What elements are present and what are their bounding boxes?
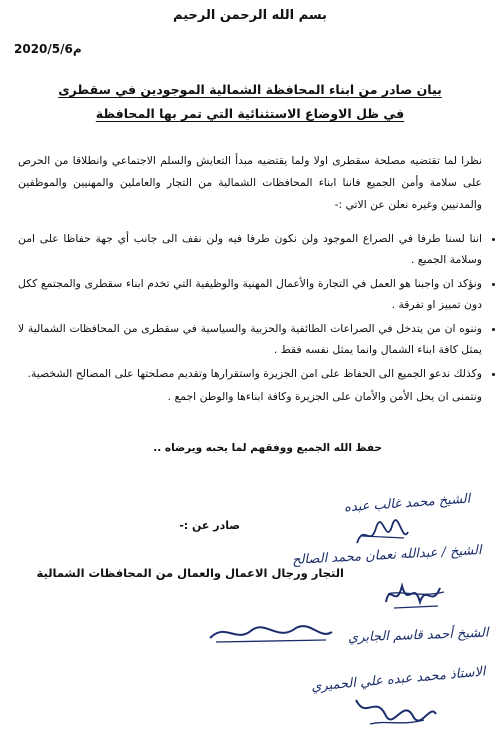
signature-scribble-3 [206, 618, 336, 648]
statement-point: • اننا لسنا طرفا في الصراع الموجود ولن نكون طرفا فيه ولن نقف الى جانب أي جهة حفاظا على امن وسلامة الجميع . [18, 228, 482, 270]
signature-scribble-2 [380, 572, 450, 616]
signature-name-4: الاستاذ محمد عبده علي الحميري [310, 664, 487, 695]
document-date: 2020/5/6م [14, 42, 82, 56]
signature-scribble-1 [352, 518, 412, 552]
statement-point: • وكذلك ندعو الجميع الى الحفاظ على امن الجزيرة واستقرارها وتقديم مصلحتها على المصالح الشخصية. [18, 363, 482, 384]
signature-scribble-4 [350, 690, 440, 730]
signature-name-3: الشيخ أحمد قاسم الجابري [347, 625, 489, 646]
signature-name-2: الشيخ / عبدالله نعمان محمد الصالح [292, 543, 483, 568]
statement-points-list [18, 228, 498, 387]
statement-title-line-2: في ظل الاوضاع الاستثنائية التي تمر بها المحافظة [95, 106, 405, 121]
closing-prayer: حفظ الله الجميع ووفقهم لما يحبه ويرضاه .. [153, 442, 382, 454]
intro-paragraph: نظرا لما تقتضيه مصلحة سقطرى اولا ولما يقتضيه مبدأ التعايش والسلم الاجتماعي وانطلاقا من الحرص على سلامة وأمن الجميع فاننا ابناء المحافظات الشمالية من التجار والعاملين والمهنيين والموظفين والمدنيين وغيره نعلن عن الاتي :- [18, 154, 482, 211]
issuer-name: التجار ورجال الاعمال والعمال من المحافظات الشمالية [36, 566, 344, 580]
signature-name-1: الشيخ محمد غالب عبده [343, 491, 471, 516]
statement-point: • ونؤكد ان واجبنا هو العمل في التجارة والأعمال المهنية والوظيفية التي تخدم ابناء سقطرى والمجتمع ككل دون تمييز او تفرقة . [18, 273, 482, 315]
issued-by-label: صادر عن :- [179, 519, 240, 532]
statement-point: • وننوه ان من يتدخل في الصراعات الطائفية والحزبية والسياسية في سقطرى من المحافظات الشمالية لا يمثل كافة ابناء الشمال وانما يمثل نفسه فقط . [18, 318, 482, 360]
closing-paragraph: ونتمنى ان يحل الأمن والأمان على الجزيرة وكافة ابناءها والوطن اجمع . [167, 390, 482, 403]
basmala-header: بسم الله الرحمن الرحيم [173, 8, 327, 23]
statement-title-line-1: بيان صادر من ابناء المحافظة الشمالية الموجودين في سقطرى [58, 82, 442, 97]
